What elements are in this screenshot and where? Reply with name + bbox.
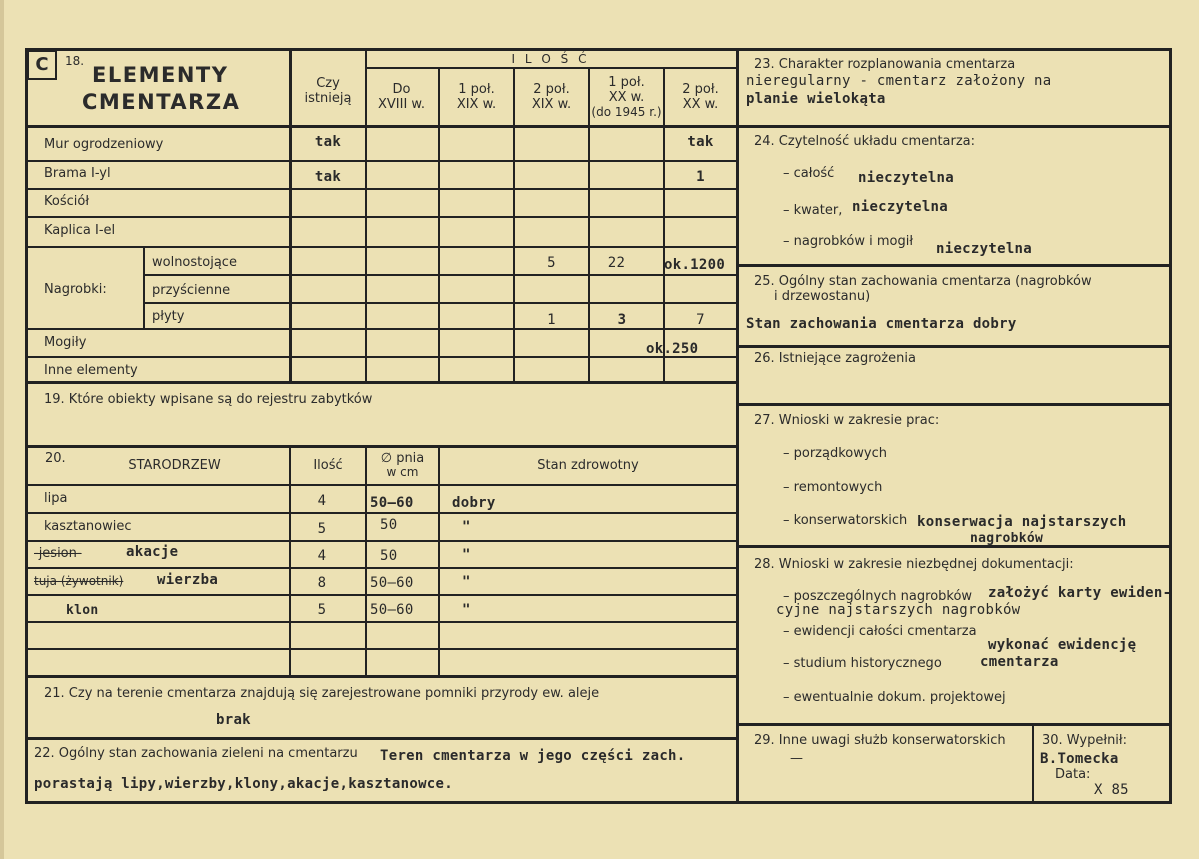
mur-czy-value: tak	[314, 134, 342, 150]
period-2-line1: 1 poł.	[458, 82, 495, 97]
tree-name-2: kasztanowiec	[44, 519, 132, 534]
s19-label: 19. Które obiekty wpisane są do rejestru zabytków	[44, 392, 373, 407]
mogily-value: ok.250	[646, 341, 699, 357]
woln-2xx-value: ok.1200	[664, 257, 726, 273]
s22-value-1: Teren cmentarza w jego części zach.	[380, 748, 686, 764]
row-kaplica: Kaplica I-el	[44, 223, 116, 238]
row-nagrobki: Nagrobki:	[44, 282, 107, 297]
header-bottom-line	[25, 125, 736, 128]
col-line	[1032, 723, 1034, 803]
brama-2xx-value: 1	[696, 169, 705, 185]
period-4-line3: (do 1945 r.)	[591, 105, 662, 119]
s20-number: 20.	[45, 451, 66, 466]
col-line	[438, 445, 440, 677]
period-1-line1: Do	[392, 82, 411, 97]
row-line	[25, 648, 736, 650]
title-line-2: CMENTARZA	[82, 90, 241, 114]
s24-nagrobkow-label: – nagrobków i mogił	[783, 234, 914, 249]
s28-ewid-value-2: cmentarza	[980, 654, 1059, 670]
period-4-line2: XX w.	[608, 90, 645, 105]
tree-ilosc-2: 5	[317, 521, 327, 537]
row-line	[25, 246, 736, 248]
s28-posz-value-1: założyć karty ewiden-	[988, 585, 1172, 601]
s25-label-1: 25. Ogólny stan zachowania cmentarza (nagrobków	[754, 274, 1092, 289]
s24-nagrobkow-value: nieczytelna	[936, 241, 1033, 257]
tree-ilosc-5: 5	[317, 602, 327, 618]
tree-pnia-5: 50–60	[370, 602, 414, 618]
row-line	[25, 328, 736, 330]
row-line	[25, 594, 736, 596]
tree-pnia-4: 50–60	[370, 575, 414, 591]
s23-label: 23. Charakter rozplanowania cmentarza	[754, 57, 1016, 72]
plyty-1xx-value: 3	[617, 312, 627, 328]
s29-label: 29. Inne uwagi służb konserwatorskich	[754, 733, 1006, 748]
category-c-box: C	[27, 50, 57, 80]
mur-2xx-value: tak	[687, 134, 714, 150]
s28-stud: – studium historycznego	[783, 656, 942, 671]
brama-czy-value: tak	[314, 169, 342, 185]
s27-kons-value-1: konserwacja najstarszych	[917, 514, 1127, 530]
row-line	[25, 512, 736, 514]
s24-label: 24. Czytelność układu cmentarza:	[754, 134, 976, 149]
s27-kons-value-2: nagrobków	[970, 531, 1044, 546]
tree-stan-2: "	[462, 519, 471, 535]
row-line	[25, 216, 736, 218]
s30-data-value: X 85	[1094, 782, 1129, 798]
s21-label: 21. Czy na terenie cmentarza znajdują się zarejestrowane pomniki przyrody ew. aleje	[44, 686, 600, 701]
woln-1xx-value: 22	[607, 255, 626, 271]
s23-value-1: nieregularny - cmentarz założony na	[746, 73, 1052, 89]
s20-title: STARODRZEW	[128, 458, 221, 473]
tree-stan-1: dobry	[452, 495, 496, 511]
s28-label: 28. Wnioski w zakresie niezbędnej dokumentacji:	[754, 557, 1074, 572]
s20-col-pnia-2: w cm	[386, 465, 419, 479]
s24-calosc-value: nieczytelna	[858, 170, 955, 186]
section-line	[738, 264, 1172, 267]
czy-istnieja-line1: Czy	[316, 76, 340, 91]
s22-label: 22. Ogólny stan zachowania zieleni na cmentarzu	[34, 746, 358, 761]
s25-label-2: i drzewostanu)	[774, 289, 871, 304]
s27-kons-label: – konserwatorskich	[783, 513, 908, 528]
row-line	[25, 621, 736, 623]
tree-ilosc-3: 4	[317, 548, 327, 564]
period-1-line2: XVIII w.	[377, 97, 425, 112]
ilosc-header: I L O Ś Ć	[511, 52, 590, 66]
section-line	[738, 403, 1172, 406]
frame-bottom	[25, 801, 1172, 804]
tree-ilosc-1: 4	[317, 493, 327, 509]
s26-label: 26. Istniejące zagrożenia	[754, 351, 916, 366]
s23-value-2: planie wielokąta	[746, 91, 886, 107]
period-3-line1: 2 poł.	[533, 82, 570, 97]
period-5-line2: XX w.	[682, 97, 719, 112]
s22-value-2: porastają lipy,wierzby,klony,akacje,kasztanowce.	[34, 776, 453, 792]
section-line	[25, 445, 736, 448]
row-line	[25, 567, 736, 569]
s28-ewent: – ewentualnie dokum. projektowej	[783, 690, 1006, 705]
tree-name-1: lipa	[44, 491, 68, 506]
tree-stan-5: "	[462, 602, 471, 618]
row-brama: Brama I-yl	[44, 166, 111, 181]
title-line-1: ELEMENTY	[92, 63, 229, 87]
ilosc-line	[365, 67, 736, 69]
center-divider	[736, 48, 739, 804]
s21-value: brak	[216, 712, 251, 728]
s29-value: —	[790, 751, 803, 766]
period-4-line1: 1 poł.	[608, 75, 645, 90]
s24-kwater-value: nieczytelna	[852, 199, 949, 215]
section-number-18: 18.	[65, 54, 85, 68]
s27-porz: – porządkowych	[783, 446, 887, 461]
s25-value: Stan zachowania cmentarza dobry	[746, 316, 1017, 332]
row-line	[25, 160, 736, 162]
section-line	[25, 675, 736, 678]
frame-top	[25, 48, 1172, 51]
s27-label: 27. Wnioski w zakresie prac:	[754, 413, 940, 428]
tree-hand-4: wierzba	[157, 572, 219, 588]
s28-posz-label: – poszczególnych nagrobków	[783, 589, 973, 604]
card-edge	[0, 0, 4, 859]
s27-rem: – remontowych	[783, 480, 883, 495]
tree-name-struck-3: -jesion-	[34, 546, 82, 561]
row-line	[25, 540, 736, 542]
section-line	[25, 381, 736, 384]
s30-name: B.Tomecka	[1040, 751, 1119, 767]
s28-posz-value-2: cyjne najstarszych nagrobków	[776, 602, 1021, 618]
row-inne: Inne elementy	[44, 363, 138, 378]
plyty-2xix-value: 1	[547, 312, 556, 328]
period-5-line1: 2 poł.	[682, 82, 719, 97]
row-mur: Mur ogrodzeniowy	[44, 137, 164, 152]
s28-ewid-value-1: wykonać ewidencję	[988, 637, 1137, 653]
row-wolnostojace: wolnostojące	[152, 255, 237, 270]
czy-istnieja-line2: istnieją	[304, 91, 352, 106]
col-line	[513, 67, 515, 383]
tree-stan-3: "	[462, 547, 471, 563]
row-przyscienne: przyścienne	[152, 283, 231, 298]
row-kosciol: Kościół	[44, 194, 90, 209]
tree-pnia-2: 50	[380, 517, 398, 533]
plyty-2xx-value: 7	[696, 312, 705, 328]
col-line	[438, 67, 440, 383]
tree-hand-5: klon	[66, 603, 99, 618]
tree-ilosc-4: 8	[317, 575, 327, 591]
row-line	[25, 484, 736, 486]
s20-col-pnia-1: ∅ pnia	[380, 451, 425, 466]
s24-kwater-label: – kwater,	[783, 203, 843, 218]
row-line	[25, 188, 736, 190]
section-line	[738, 345, 1172, 348]
s28-ewid-label: – ewidencji całości cmentarza	[783, 624, 977, 639]
period-2-line2: XIX w.	[456, 97, 497, 112]
tree-hand-3: akacje	[126, 544, 179, 560]
tree-name-struck-4: tuja (żywotnik)	[34, 574, 124, 588]
col-line	[143, 246, 145, 328]
woln-2xix-value: 5	[547, 255, 556, 271]
section-line	[738, 125, 1172, 128]
s24-calosc-label: – całość	[783, 166, 835, 181]
section-line	[25, 737, 736, 740]
row-mogily: Mogiły	[44, 335, 87, 350]
frame-right	[1169, 48, 1172, 804]
tree-pnia-1: 50–60	[370, 495, 414, 511]
period-3-line2: XIX w.	[531, 97, 572, 112]
section-line	[738, 545, 1172, 548]
s20-col-stan: Stan zdrowotny	[537, 458, 639, 473]
tree-stan-4: "	[462, 574, 471, 590]
row-plyty: płyty	[152, 309, 185, 324]
row-line	[25, 356, 736, 358]
tree-pnia-3: 50	[380, 548, 398, 564]
s30-data-label: Data:	[1055, 767, 1091, 782]
s30-label: 30. Wypełnił:	[1042, 733, 1127, 748]
s20-col-ilosc: Ilość	[313, 458, 343, 473]
section-line	[738, 723, 1172, 726]
